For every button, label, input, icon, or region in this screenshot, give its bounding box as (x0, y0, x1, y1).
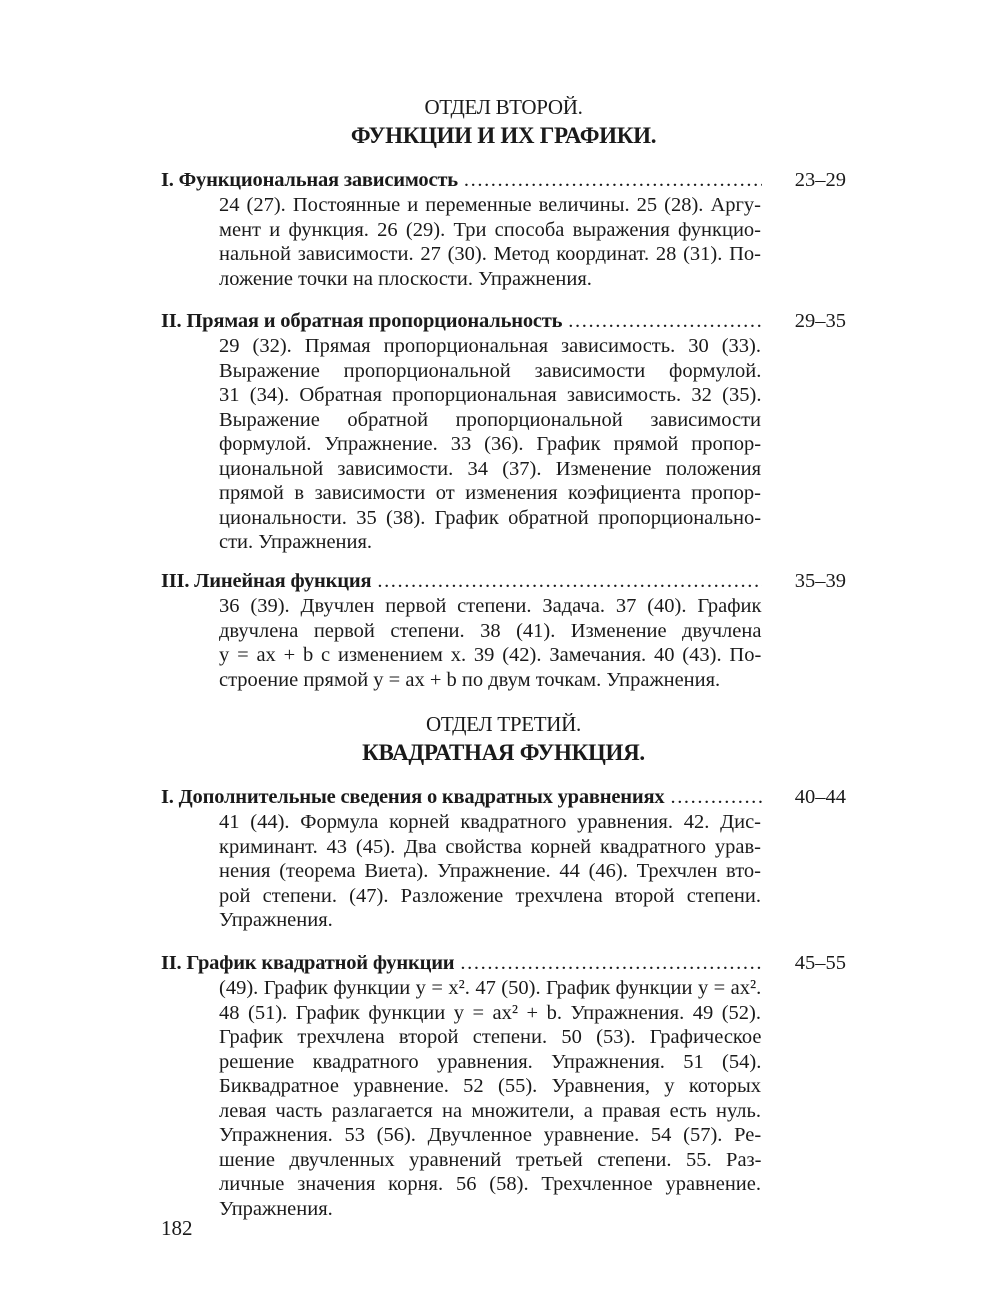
toc-entry (161, 308, 846, 555)
toc-entry (161, 950, 846, 1221)
description-line: криминант. 43 (45). Два свойства корней квадратного урав- (219, 835, 761, 858)
description-line: (49). График функции y = x². 47 (50). График функции y = ax². (219, 977, 762, 999)
description-line: Биквадратное уравнение. 52 (55). Уравнения, у которых (219, 1075, 761, 1097)
description-line: циональности. 35 (38). График обратной пропорционально- (219, 506, 762, 529)
description-line: 31 (34). Обратная пропорциональная зависимость. 32 (35). (219, 384, 762, 406)
part-heading (161, 710, 846, 768)
page-number: 182 (161, 1216, 193, 1240)
description-line: левая часть разлагается на множители, а правая есть нуль. (219, 1099, 761, 1122)
toc-entry (161, 784, 846, 933)
description-line: Упражнения. (219, 909, 333, 931)
description-line: строение прямой y = ax + b по двум точкам. Упражнения. (219, 668, 721, 691)
toc-entry (161, 167, 846, 291)
description-line: Выражение пропорциональной зависимости формулой. (219, 359, 762, 382)
toc-entry-pages: 40–44 (794, 786, 846, 808)
description-line: График трехчлена второй степени. 50 (53). Графическое (219, 1026, 762, 1048)
toc-entry-heading (161, 784, 846, 810)
description-line: нения (теорема Виета). Упражнение. 44 (46). Трехчлен вто- (219, 860, 761, 882)
description-line: формулой. Упражнение. 33 (36). График прямой пропор- (219, 433, 762, 455)
dot-leader (670, 784, 762, 810)
description-line: циональной зависимости. 34 (37). Изменение положения (219, 457, 761, 480)
toc-entry-description (219, 810, 761, 933)
description-line: нальной зависимости. 27 (30). Метод координат. 28 (31). По- (219, 243, 761, 265)
description-line: y = ax + b с изменением x. 39 (42). Замечания. 40 (43). По- (219, 644, 762, 666)
toc-entry-description (219, 594, 761, 692)
toc-entry-description (219, 334, 761, 555)
dot-leader (568, 308, 762, 334)
description-line: Упражнения. 53 (56). Двучленное уравнение. 54 (57). Ре- (219, 1124, 762, 1146)
description-line: 24 (27). Постоянные и переменные величины. 25 (28). Аргу- (219, 194, 761, 216)
description-line: мент и функция. 26 (29). Три способа выражения функцио- (219, 218, 762, 241)
description-line: двучлена первой степени. 38 (41). Изменение двучлена (219, 619, 762, 642)
toc-entry-pages: 35–39 (794, 570, 846, 592)
toc-entry-title: I. Дополнительные сведения о квадратных уравнениях (161, 786, 665, 808)
toc-entry-pages: 23–29 (794, 169, 846, 191)
description-line: прямой в зависимости от изменения коэфициента пропор- (219, 482, 761, 504)
description-line: 48 (51). График функции y = ax² + b. Упражнения. 49 (52). (219, 1001, 761, 1024)
part-heading (161, 93, 846, 151)
description-line: 36 (39). Двучлен первой степени. Задача. 37 (40). График (219, 595, 762, 617)
part-title: КВАДРАТНАЯ ФУНКЦИЯ. (362, 740, 645, 765)
toc-entry-pages: 29–35 (794, 310, 846, 332)
description-line: Упражнения. (219, 1197, 333, 1220)
description-line: решение квадратного уравнения. Упражнения. 51 (54). (219, 1050, 762, 1073)
dot-leader (460, 950, 762, 976)
part-label: ОТДЕЛ ТРЕТИЙ. (426, 712, 581, 736)
dot-leader (464, 167, 762, 193)
description-line: шение двучленных уравнений третьей степени. 55. Раз- (219, 1148, 762, 1171)
description-line: 29 (32). Прямая пропорциональная зависимость. 30 (33). (219, 335, 761, 357)
dot-leader (377, 568, 762, 594)
toc-entry-heading (161, 167, 846, 193)
toc-entry-title: II. Прямая и обратная пропорциональность (161, 310, 563, 332)
toc-entry (161, 568, 846, 692)
toc-entry-title: II. График квадратной функции (161, 952, 455, 974)
toc-entry-title: III. Линейная функция (161, 570, 372, 592)
toc-entry-description (219, 976, 761, 1221)
description-line: личные значения корня. 56 (58). Трехчленное уравнение. (219, 1173, 761, 1195)
description-line: рой степени. (47). Разложение трехчлена второй степени. (219, 884, 761, 907)
description-line: Выражение обратной пропорциональной зависимости (219, 408, 761, 431)
toc-entry-title: I. Функциональная зависимость (161, 169, 458, 191)
toc-entry-pages: 45–55 (794, 952, 846, 974)
toc-entry-heading (161, 308, 846, 334)
description-line: сти. Упражнения. (219, 531, 373, 553)
toc-entry-heading (161, 568, 846, 594)
description-line: ложение точки на плоскости. Упражнения. (219, 267, 592, 290)
part-title: ФУНКЦИИ И ИХ ГРАФИКИ. (350, 123, 657, 148)
toc-entry-heading (161, 950, 846, 976)
description-line: 41 (44). Формула корней квадратного уравнения. 42. Дис- (219, 811, 761, 833)
part-label: ОТДЕЛ ВТОРОЙ. (424, 95, 583, 119)
toc-entry-description (219, 193, 761, 291)
